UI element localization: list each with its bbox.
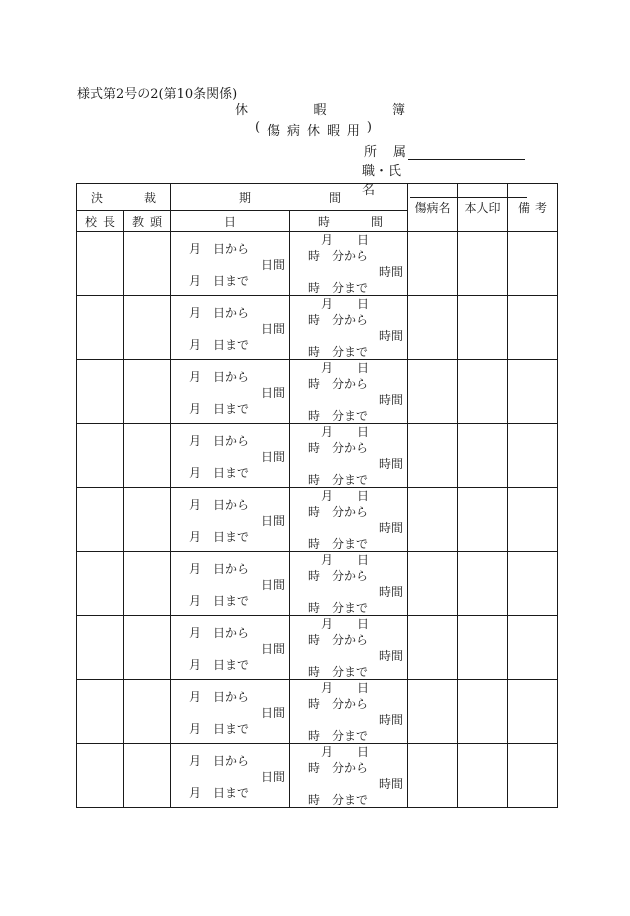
days-unit-label: 日間 bbox=[261, 642, 286, 656]
leave-time-cell[interactable] bbox=[290, 616, 408, 680]
from-day-label: 日から bbox=[213, 434, 250, 448]
principal-approval-cell[interactable] bbox=[77, 616, 124, 680]
to-hour-label: 時 bbox=[308, 281, 321, 295]
to-minute-label: 分まで bbox=[332, 409, 369, 423]
time-month-label: 月 bbox=[321, 681, 334, 695]
hours-unit-label: 時間 bbox=[379, 585, 404, 599]
from-minute-label: 分から bbox=[332, 761, 369, 775]
from-month-label: 月 bbox=[189, 370, 202, 384]
affiliation-field bbox=[364, 141, 525, 160]
to-minute-label: 分まで bbox=[332, 473, 369, 487]
table-row bbox=[77, 744, 558, 808]
title-char: 簿 bbox=[391, 103, 405, 118]
header-row-1 bbox=[77, 184, 558, 211]
subtitle-char: 暇 bbox=[326, 124, 340, 139]
from-minute-label: 分から bbox=[332, 569, 369, 583]
header-seal: 本人印 bbox=[458, 184, 508, 232]
time-month-label: 月 bbox=[321, 297, 334, 311]
remarks-cell[interactable] bbox=[508, 296, 558, 360]
form-subtitle bbox=[255, 120, 372, 139]
illness-name-cell[interactable] bbox=[408, 616, 458, 680]
remarks-cell[interactable] bbox=[508, 616, 558, 680]
hours-unit-label: 時間 bbox=[379, 649, 404, 663]
to-minute-label: 分まで bbox=[332, 345, 369, 359]
from-month-label: 月 bbox=[189, 434, 202, 448]
from-day-label: 日から bbox=[213, 306, 250, 320]
remarks-cell[interactable] bbox=[508, 680, 558, 744]
table-row bbox=[77, 296, 558, 360]
table-row bbox=[77, 360, 558, 424]
principal-approval-cell[interactable] bbox=[77, 424, 124, 488]
leave-time-cell[interactable] bbox=[290, 424, 408, 488]
hours-unit-label: 時間 bbox=[379, 393, 404, 407]
leave-days-cell[interactable] bbox=[171, 680, 290, 744]
from-day-label: 日から bbox=[213, 626, 250, 640]
form-number: 様式第2号の2(第10条関係) bbox=[77, 87, 238, 102]
subtitle-char: 病 bbox=[287, 124, 301, 139]
vice-principal-approval-cell[interactable] bbox=[124, 680, 171, 744]
illness-name-cell[interactable] bbox=[408, 552, 458, 616]
to-month-label: 月 bbox=[189, 594, 202, 608]
subtitle-char: 用 bbox=[346, 124, 360, 139]
table-row bbox=[77, 552, 558, 616]
leave-days-cell[interactable] bbox=[171, 232, 290, 296]
vice-principal-approval-cell[interactable] bbox=[124, 488, 171, 552]
to-minute-label: 分まで bbox=[332, 729, 369, 743]
from-month-label: 月 bbox=[189, 754, 202, 768]
to-month-label: 月 bbox=[189, 274, 202, 288]
principal-approval-cell[interactable] bbox=[77, 360, 124, 424]
time-month-label: 月 bbox=[321, 617, 334, 631]
vice-principal-approval-cell[interactable] bbox=[124, 232, 171, 296]
from-month-label: 月 bbox=[189, 242, 202, 256]
table-row bbox=[77, 232, 558, 296]
time-day-label: 日 bbox=[357, 489, 370, 503]
to-hour-label: 時 bbox=[308, 473, 321, 487]
hours-unit-label: 時間 bbox=[379, 265, 404, 279]
days-unit-label: 日間 bbox=[261, 706, 286, 720]
title-char: 暇 bbox=[313, 103, 327, 118]
subtitle-paren: ( bbox=[255, 120, 261, 135]
personal-seal-cell[interactable] bbox=[458, 680, 508, 744]
days-unit-label: 日間 bbox=[261, 578, 286, 592]
leave-time-cell[interactable] bbox=[290, 680, 408, 744]
to-hour-label: 時 bbox=[308, 793, 321, 807]
to-hour-label: 時 bbox=[308, 665, 321, 679]
to-hour-label: 時 bbox=[308, 537, 321, 551]
subtitle-paren: ) bbox=[366, 120, 372, 135]
affiliation-blank-line[interactable] bbox=[408, 145, 525, 160]
table-row bbox=[77, 488, 558, 552]
affiliation-label: 所 属 bbox=[364, 145, 406, 160]
time-day-label: 日 bbox=[357, 617, 370, 631]
from-hour-label: 時 bbox=[308, 633, 321, 647]
time-month-label: 月 bbox=[321, 233, 334, 247]
from-minute-label: 分から bbox=[332, 505, 369, 519]
to-hour-label: 時 bbox=[308, 345, 321, 359]
to-day-label: 日まで bbox=[213, 530, 250, 544]
to-month-label: 月 bbox=[189, 786, 202, 800]
leave-days-cell[interactable] bbox=[171, 552, 290, 616]
personal-seal-cell[interactable] bbox=[458, 232, 508, 296]
from-hour-label: 時 bbox=[308, 441, 321, 455]
from-hour-label: 時 bbox=[308, 313, 321, 327]
illness-name-cell[interactable] bbox=[408, 424, 458, 488]
to-day-label: 日まで bbox=[213, 466, 250, 480]
time-day-label: 日 bbox=[357, 425, 370, 439]
header-illness: 傷病名 bbox=[408, 184, 458, 232]
leave-days-cell[interactable] bbox=[171, 488, 290, 552]
subtitle-char: 休 bbox=[306, 124, 320, 139]
principal-approval-cell[interactable] bbox=[77, 552, 124, 616]
header-days: 日 bbox=[171, 211, 290, 232]
leave-time-cell[interactable] bbox=[290, 232, 408, 296]
table-row bbox=[77, 680, 558, 744]
illness-name-cell[interactable] bbox=[408, 232, 458, 296]
time-month-label: 月 bbox=[321, 553, 334, 567]
vice-principal-approval-cell[interactable] bbox=[124, 296, 171, 360]
from-day-label: 日から bbox=[213, 690, 250, 704]
from-day-label: 日から bbox=[213, 562, 250, 576]
to-month-label: 月 bbox=[189, 530, 202, 544]
remarks-cell[interactable] bbox=[508, 232, 558, 296]
to-day-label: 日まで bbox=[213, 722, 250, 736]
leave-days-cell[interactable] bbox=[171, 360, 290, 424]
to-month-label: 月 bbox=[189, 338, 202, 352]
personal-seal-cell[interactable] bbox=[458, 424, 508, 488]
to-day-label: 日まで bbox=[213, 594, 250, 608]
time-day-label: 日 bbox=[357, 553, 370, 567]
to-month-label: 月 bbox=[189, 466, 202, 480]
vice-principal-approval-cell[interactable] bbox=[124, 616, 171, 680]
time-day-label: 日 bbox=[357, 361, 370, 375]
illness-name-cell[interactable] bbox=[408, 296, 458, 360]
leave-time-cell[interactable] bbox=[290, 552, 408, 616]
illness-name-cell[interactable] bbox=[408, 360, 458, 424]
vice-principal-approval-cell[interactable] bbox=[124, 744, 171, 808]
from-minute-label: 分から bbox=[332, 377, 369, 391]
personal-seal-cell[interactable] bbox=[458, 296, 508, 360]
from-minute-label: 分から bbox=[332, 697, 369, 711]
principal-approval-cell[interactable] bbox=[77, 488, 124, 552]
time-month-label: 月 bbox=[321, 489, 334, 503]
personal-seal-cell[interactable] bbox=[458, 744, 508, 808]
from-hour-label: 時 bbox=[308, 569, 321, 583]
hours-unit-label: 時間 bbox=[379, 329, 404, 343]
to-hour-label: 時 bbox=[308, 729, 321, 743]
days-unit-label: 日間 bbox=[261, 322, 286, 336]
to-minute-label: 分まで bbox=[332, 537, 369, 551]
leave-time-cell[interactable] bbox=[290, 488, 408, 552]
hours-unit-label: 時間 bbox=[379, 713, 404, 727]
to-day-label: 日まで bbox=[213, 274, 250, 288]
from-hour-label: 時 bbox=[308, 761, 321, 775]
principal-approval-cell[interactable] bbox=[77, 296, 124, 360]
to-day-label: 日まで bbox=[213, 658, 250, 672]
from-day-label: 日から bbox=[213, 754, 250, 768]
personal-seal-cell[interactable] bbox=[458, 552, 508, 616]
remarks-cell[interactable] bbox=[508, 552, 558, 616]
hours-unit-label: 時間 bbox=[379, 777, 404, 791]
to-minute-label: 分まで bbox=[332, 281, 369, 295]
leave-time-cell[interactable] bbox=[290, 296, 408, 360]
header-period: 期 間 bbox=[171, 184, 408, 211]
subtitle-char: 傷 bbox=[267, 124, 281, 139]
leave-time-cell[interactable] bbox=[290, 360, 408, 424]
days-unit-label: 日間 bbox=[261, 770, 286, 784]
header-time: 時 間 bbox=[290, 211, 408, 232]
from-hour-label: 時 bbox=[308, 697, 321, 711]
to-hour-label: 時 bbox=[308, 601, 321, 615]
from-minute-label: 分から bbox=[332, 441, 369, 455]
header-principal: 校 長 bbox=[77, 211, 124, 232]
to-minute-label: 分まで bbox=[332, 793, 369, 807]
principal-approval-cell[interactable] bbox=[77, 232, 124, 296]
leave-days-cell[interactable] bbox=[171, 296, 290, 360]
remarks-cell[interactable] bbox=[508, 744, 558, 808]
leave-time-cell[interactable] bbox=[290, 744, 408, 808]
from-hour-label: 時 bbox=[308, 377, 321, 391]
time-day-label: 日 bbox=[357, 233, 370, 247]
from-month-label: 月 bbox=[189, 690, 202, 704]
hours-unit-label: 時間 bbox=[379, 521, 404, 535]
principal-approval-cell[interactable] bbox=[77, 744, 124, 808]
from-month-label: 月 bbox=[189, 306, 202, 320]
to-minute-label: 分まで bbox=[332, 601, 369, 615]
remarks-cell[interactable] bbox=[508, 360, 558, 424]
title-char: 休 bbox=[235, 103, 249, 118]
personal-seal-cell[interactable] bbox=[458, 488, 508, 552]
from-hour-label: 時 bbox=[308, 505, 321, 519]
to-day-label: 日まで bbox=[213, 786, 250, 800]
from-hour-label: 時 bbox=[308, 249, 321, 263]
from-day-label: 日から bbox=[213, 498, 250, 512]
time-day-label: 日 bbox=[357, 297, 370, 311]
illness-name-cell[interactable] bbox=[408, 680, 458, 744]
header-decision: 決 裁 bbox=[77, 184, 171, 211]
vice-principal-approval-cell[interactable] bbox=[124, 424, 171, 488]
form-title bbox=[235, 99, 405, 118]
time-month-label: 月 bbox=[321, 425, 334, 439]
illness-name-cell[interactable] bbox=[408, 488, 458, 552]
leave-ledger-table bbox=[76, 183, 558, 808]
hours-unit-label: 時間 bbox=[379, 457, 404, 471]
leave-days-cell[interactable] bbox=[171, 616, 290, 680]
to-day-label: 日まで bbox=[213, 338, 250, 352]
time-month-label: 月 bbox=[321, 745, 334, 759]
to-month-label: 月 bbox=[189, 658, 202, 672]
to-hour-label: 時 bbox=[308, 409, 321, 423]
principal-approval-cell[interactable] bbox=[77, 680, 124, 744]
days-unit-label: 日間 bbox=[261, 386, 286, 400]
from-month-label: 月 bbox=[189, 562, 202, 576]
to-month-label: 月 bbox=[189, 722, 202, 736]
vice-principal-approval-cell[interactable] bbox=[124, 360, 171, 424]
to-minute-label: 分まで bbox=[332, 665, 369, 679]
from-minute-label: 分から bbox=[332, 633, 369, 647]
time-month-label: 月 bbox=[321, 361, 334, 375]
time-day-label: 日 bbox=[357, 681, 370, 695]
from-day-label: 日から bbox=[213, 370, 250, 384]
header-remarks: 備 考 bbox=[508, 184, 558, 232]
days-unit-label: 日間 bbox=[261, 258, 286, 272]
from-minute-label: 分から bbox=[332, 313, 369, 327]
from-minute-label: 分から bbox=[332, 249, 369, 263]
vice-principal-approval-cell[interactable] bbox=[124, 552, 171, 616]
days-unit-label: 日間 bbox=[261, 514, 286, 528]
remarks-cell[interactable] bbox=[508, 424, 558, 488]
leave-days-cell[interactable] bbox=[171, 744, 290, 808]
name-label: 職・氏名 bbox=[362, 164, 402, 198]
to-day-label: 日まで bbox=[213, 402, 250, 416]
header-vice-principal: 教 頭 bbox=[124, 211, 171, 232]
table-row bbox=[77, 616, 558, 680]
days-unit-label: 日間 bbox=[261, 450, 286, 464]
illness-name-cell[interactable] bbox=[408, 744, 458, 808]
from-day-label: 日から bbox=[213, 242, 250, 256]
time-day-label: 日 bbox=[357, 745, 370, 759]
leave-days-cell[interactable] bbox=[171, 424, 290, 488]
from-month-label: 月 bbox=[189, 626, 202, 640]
personal-seal-cell[interactable] bbox=[458, 360, 508, 424]
remarks-cell[interactable] bbox=[508, 488, 558, 552]
from-month-label: 月 bbox=[189, 498, 202, 512]
table-row bbox=[77, 424, 558, 488]
to-month-label: 月 bbox=[189, 402, 202, 416]
personal-seal-cell[interactable] bbox=[458, 616, 508, 680]
